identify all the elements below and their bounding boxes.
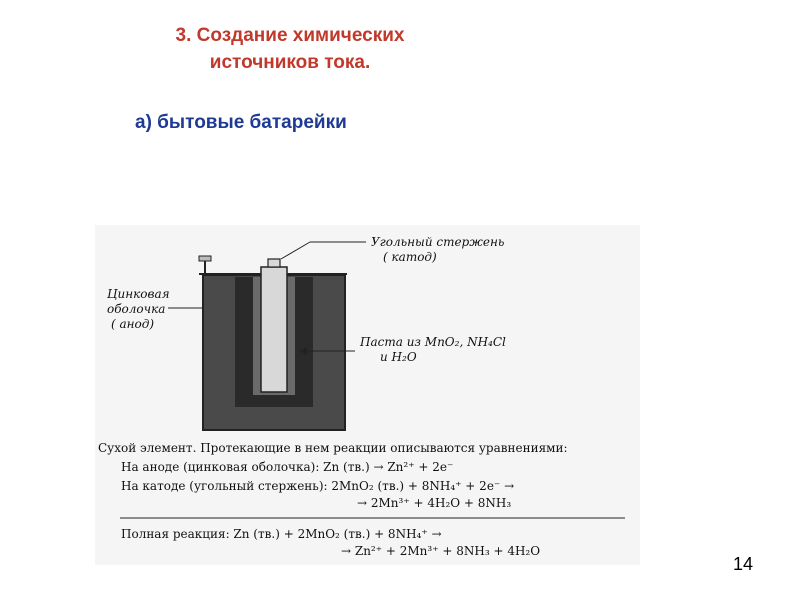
carbon-rod (261, 267, 287, 392)
rod-label (371, 235, 504, 265)
rod-label-line-2: ( катод) (383, 250, 437, 264)
dry-cell-figure (95, 225, 640, 565)
cathode-equation-line-1: На катоде (угольный стержень): 2MnO₂ (тв.) + 8NH₄⁺ + 2e⁻ → (121, 479, 515, 493)
cathode-equation-line-2: → 2Mn³⁺ + 4H₂O + 8NH₃ (357, 496, 512, 510)
slide-title (120, 22, 460, 76)
anode-terminal-cap (199, 256, 211, 261)
carbon-rod-cap (268, 259, 280, 267)
equations-intro: Сухой элемент. Протекающие в нем реакции описываются уравнениями: (98, 441, 568, 455)
page-number: 14 (732, 554, 753, 574)
paste-label-line-2: и H₂O (380, 350, 417, 364)
rod-label-line-1: Угольный стержень (371, 235, 505, 249)
total-equation-line-1: Полная реакция: Zn (тв.) + 2MnO₂ (тв.) + 8NH₄⁺ → (121, 527, 442, 541)
total-equation-line-2: → Zn²⁺ + 2Mn³⁺ + 8NH₃ + 4H₂O (341, 544, 541, 558)
dry-cell-diagram (95, 225, 640, 565)
anode-equation: На аноде (цинковая оболочка): Zn (тв.) → Zn²⁺ + 2e⁻ (121, 460, 454, 474)
rod-leader-line-2 (281, 242, 310, 259)
shell-label-line-3: ( анод) (111, 317, 155, 331)
slide-subtitle: а) бытовые батарейки (135, 112, 347, 133)
slide-title-line-1: 3. Создание химических (175, 25, 405, 46)
shell-label (107, 287, 170, 332)
paste-label (360, 335, 506, 365)
shell-label-line-2: оболочка (107, 302, 166, 316)
slide-title-line-2: источников тока. (209, 52, 371, 73)
shell-label-line-1: Цинковая (107, 287, 170, 301)
paste-label-line-1: Паста из MnO₂, NH₄Cl (360, 335, 506, 349)
